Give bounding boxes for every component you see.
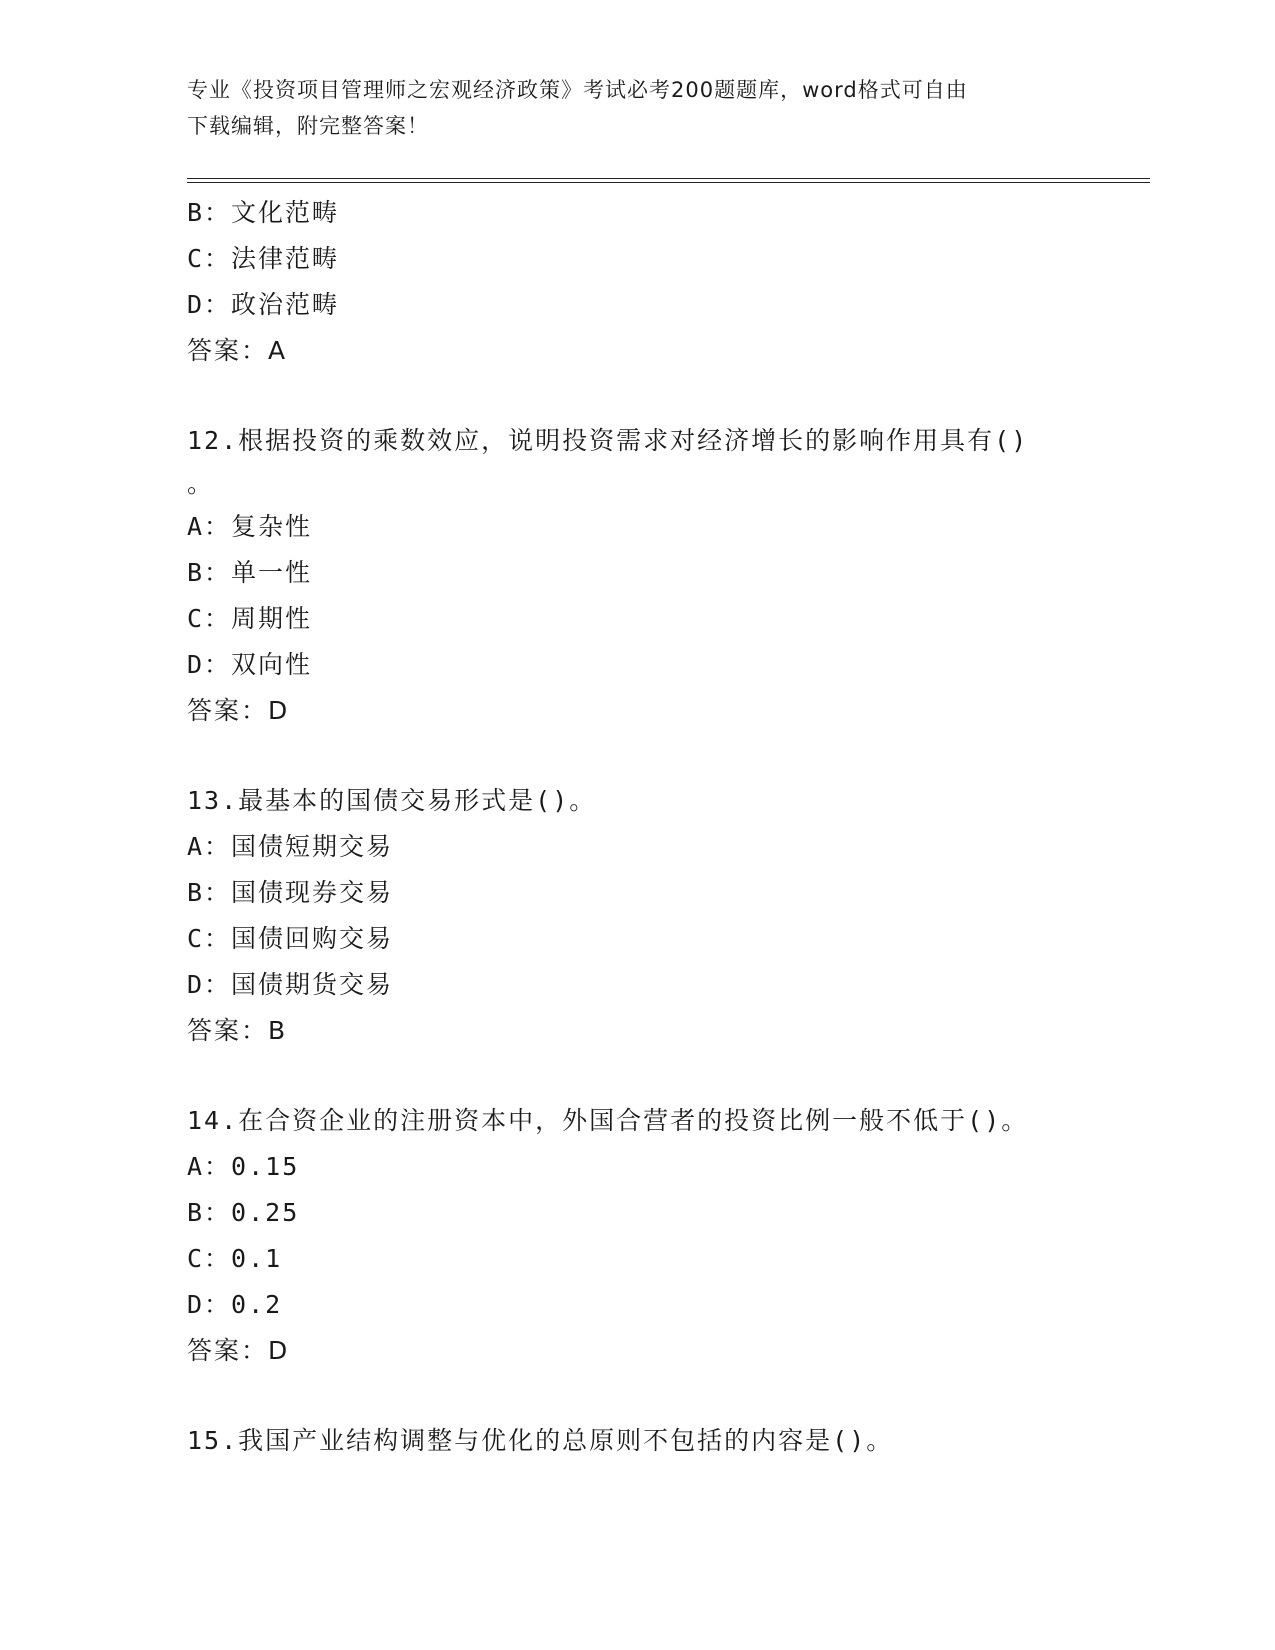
question-14 xyxy=(187,1098,1127,1374)
option-c: C：周期性 xyxy=(187,604,313,633)
answer: 答案：D xyxy=(187,1336,290,1365)
option-c: C：法律范畴 xyxy=(187,244,340,273)
option-a: A：国债短期交易 xyxy=(187,832,394,861)
option-c: C：国债回购交易 xyxy=(187,924,394,953)
spacer xyxy=(187,1054,1127,1098)
option-b: B：文化范畴 xyxy=(187,198,340,227)
question-stem-continuation: 。 xyxy=(187,469,215,498)
header-divider xyxy=(187,178,1150,183)
option-a: A：0.15 xyxy=(187,1152,300,1181)
option-b: B：国债现券交易 xyxy=(187,878,394,907)
option-d: D：0.2 xyxy=(187,1290,283,1319)
question-stem: 14.在合资企业的注册资本中，外国合营者的投资比例一般不低于()。 xyxy=(187,1106,1029,1135)
option-d: D：政治范畴 xyxy=(187,290,340,319)
question-15 xyxy=(187,1418,1127,1464)
option-a: A：复杂性 xyxy=(187,512,313,541)
option-d: D：国债期货交易 xyxy=(187,970,394,999)
spacer xyxy=(187,1374,1127,1418)
question-stem: 13.最基本的国债交易形式是()。 xyxy=(187,786,597,815)
question-11 xyxy=(187,190,1127,374)
answer: 答案：A xyxy=(187,336,288,365)
answer: 答案：B xyxy=(187,1016,288,1045)
option-d: D：双向性 xyxy=(187,650,313,679)
option-c: C：0.1 xyxy=(187,1244,283,1273)
question-12 xyxy=(187,418,1127,734)
document-header xyxy=(187,72,1087,144)
header-line-2: 下载编辑，附完整答案！ xyxy=(187,114,429,138)
option-b: B：0.25 xyxy=(187,1198,300,1227)
header-line-1: 专业《投资项目管理师之宏观经济政策》考试必考200题题库，word格式可自由 xyxy=(187,78,968,102)
question-stem: 12.根据投资的乘数效应，说明投资需求对经济增长的影响作用具有() xyxy=(187,426,1029,455)
question-stem: 15.我国产业结构调整与优化的总原则不包括的内容是()。 xyxy=(187,1426,894,1455)
question-13 xyxy=(187,778,1127,1054)
spacer xyxy=(187,374,1127,418)
answer: 答案：D xyxy=(187,696,290,725)
question-list xyxy=(187,190,1127,1464)
option-b: B：单一性 xyxy=(187,558,313,587)
spacer xyxy=(187,734,1127,778)
